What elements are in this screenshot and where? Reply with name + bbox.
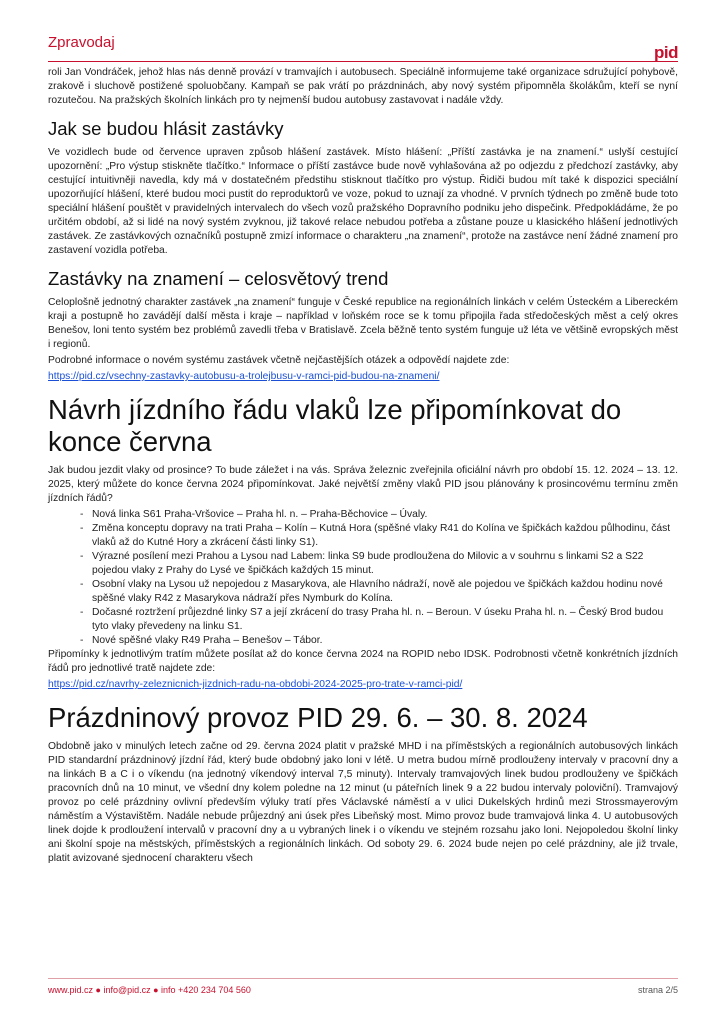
request-stops-link[interactable]: https://pid.cz/vsechny-zastavky-autobusu-a-trolejbusu-v-ramci-pid-budou-na-znameni/ <box>48 371 440 382</box>
section-heading-stop-announcements: Jak se budou hlásit zastávky <box>48 118 284 139</box>
footer-contact: www.pid.cz ● info@pid.cz ● info +420 234 704 560 <box>48 985 251 995</box>
section-paragraph-stop-announcements: Ve vozidlech bude od července upraven způsob hlášení zastávek. Místo hlášení: „Příští zastávka je na znamení.“ uslyší cestující upozornění: „Pro výstup stiskněte tlačítko.“ Informace o příští zastávce bude nově vyhlašována až po odjezdu z předchozí zastávky, aby cestující intuitivněji navedla, kdy má v dostatečném předstihu stisknout tlačítko pro výstup. Řidiči budou mít také k dispozici speciální upozorňující hlášení, které budou moci pustit do reproduktorů ve voze, pokud to uznají za vhodné. V prvních týdnech po změně bude toto speciální hlášení pouštět v pravidelných intervalech do všech vozů pražského Dopravního podniku jeho dispečink. Předpokládáme, že po určitém období, až si lidé na nový systém zvyknou, již takové relace nebudou potřeba a zůstane pouze u klasického hlášení jednotlivých zastávek. Ze zastávkových označníků postupně zmizí informace o charakteru „na znamení“, protože na zastávce není žádné znamení pro zastavení vozidla potřeba. <box>48 147 678 256</box>
train-changes-list <box>48 508 678 648</box>
page-content <box>48 66 678 868</box>
section-paragraph-train-timetable: Jak budou jezdit vlaky od prosince? To bude záležet i na vás. Správa železnic zveřejnila oficiální návrh pro období 15. 12. 2024 – 13. 12. 2025, který můžete do konce června 2024 připomínkovat. Jaké největší změny vlaků PID jsou plánovány k prosincovému termínu změn jízdních řádů? <box>48 465 678 504</box>
list-item: - Změna konceptu dopravy na trati Praha – Kolín – Kutná Hora (spěšné vlaky R41 do Kolína ve špičkách každou půlhodinu, část vlaků až do Kutné Hory a zkrácení části linky S1). <box>80 523 671 548</box>
footer-divider <box>48 978 678 979</box>
section-paragraph-summer-service: Obdobně jako v minulých letech začne od 29. června 2024 platit v pražské MHD i na příměstských a regionálních autobusových linkách PID standardní prázdninový jízdní řád, který bude obdobný jako loni v létě. U metra budou mírně prodlouženy intervaly v pracovní dny a na linkách B a C i o víkendu (na jednotný víkendový interval 7,5 minuty). Intervaly tramvajových linek budou prodlouženy ve špičkách pracovních dnů na 10 minut, ve všední dny kolem poledne na 12 minut (u páteřních linek 9 a 22 budou intervaly poloviční). Tramvajový provoz po celé prázdniny ovlivní především výluky tratí přes Václavské náměstí a v ulici Dukelských hrdinů mezi Strossmayerovým náměstím a Výstavištěm. Nadále nebude průjezdný ani úsek přes Libeňský most. Mimo provoz bude tramvajová linka 4. U autobusových linek dojde k prodloužení intervalů v pracovní dny a u vybraných linek i o víkendu ve stejném rozsahu jako loni. Nejopoledou školní linky ani školní spoje na městských, příměstských a regionálních linkách. Od soboty 29. 6. 2024 bude nejen po celé prázdniny, ale již trvale, platit avizované sjednocení charakteru všech <box>48 741 678 864</box>
list-item: - Nová linka S61 Praha-Vršovice – Praha hl. n. – Praha-Běchovice – Úvaly. <box>80 509 428 520</box>
list-item: - Nové spěšné vlaky R49 Praha – Benešov – Tábor. <box>80 635 323 646</box>
list-item: - Dočasné roztržení průjezdné linky S7 a její zkrácení do trasy Praha hl. n. – Beroun. V úseku Praha hl. n. – Český Brod budou tyto vlaky převedeny na linku S1. <box>80 607 664 632</box>
page-number: strana 2/5 <box>637 985 678 995</box>
header-title: Zpravodaj <box>48 34 115 51</box>
section-paragraph-request-stops: Celoplošně jednotný charakter zastávek „na znamení“ funguje v České republice na regionálních linkách v celém Ústeckém a Libereckém kraji a postupně ho zavádějí další města i kraje – například v loňském roce se k tomu připojila řada středočeských měst a celý okres Benešov, loni tento systém bez problémů zavedli třeba v Bratislavě. Zcela běžně tento systém funguje už léta ve většině evropských měst i regionů. <box>48 297 678 350</box>
footer <box>48 985 678 995</box>
list-item: - Výrazné posílení mezi Prahou a Lysou nad Labem: linka S9 bude prodloužena do Milovic a v souhrnu s linkami S2 a S22 pojedou vlaky z Prahy do Lysé ve špičkách každých 15 minut. <box>80 551 644 576</box>
intro-paragraph: roli Jan Vondráček, jehož hlas nás denně provází v tramvajích i autobusech. Speciálně informujeme také organizace sdružující pohybově, zrakově i sluchově postižené spoluobčany. Kampaň se pak vrátí po prázdninách, aby nový systém připomněla školákům, kteří se nyní rozutečou. Na pražských školních linkách pro ty nejmenší budou autobusy zastavovat i nadále vždy. <box>48 67 678 106</box>
section-heading-request-stops: Zastávky na znamení – celosvětový trend <box>48 268 389 289</box>
section-heading-summer-service: Prázdninový provoz PID 29. 6. – 30. 8. 2024 <box>48 702 588 733</box>
list-item: - Osobní vlaky na Lysou už nepojedou z Masarykova, ale Hlavního nádraží, nově ale pojedou ve špičkách každou hodinu nové spěšné vlaky R42 z Masarykova nádraží přes Nymburk do Kolína. <box>80 579 663 604</box>
header-divider <box>48 61 678 62</box>
section-heading-train-timetable: Návrh jízdního řádu vlaků lze připomínkovat do konce června <box>48 394 622 457</box>
train-timetable-link[interactable]: https://pid.cz/navrhy-zeleznicnich-jizdnich-radu-na-obdobi-2024-2025-pro-trate-v-ramci-pid/ <box>48 679 463 690</box>
section-paragraph-request-stops-more: Podrobné informace o novém systému zastávek včetně nejčastějších otázek a odpovědí najdete zde: <box>48 355 510 366</box>
section-paragraph-train-comments: Připomínky k jednotlivým tratím můžete posílat až do konce června 2024 na ROPID nebo IDSK. Podrobnosti včetně konkrétních jízdních řádů pro jednotlivé tratě najdete zde: <box>48 649 678 674</box>
pid-logo: pid <box>654 43 678 62</box>
